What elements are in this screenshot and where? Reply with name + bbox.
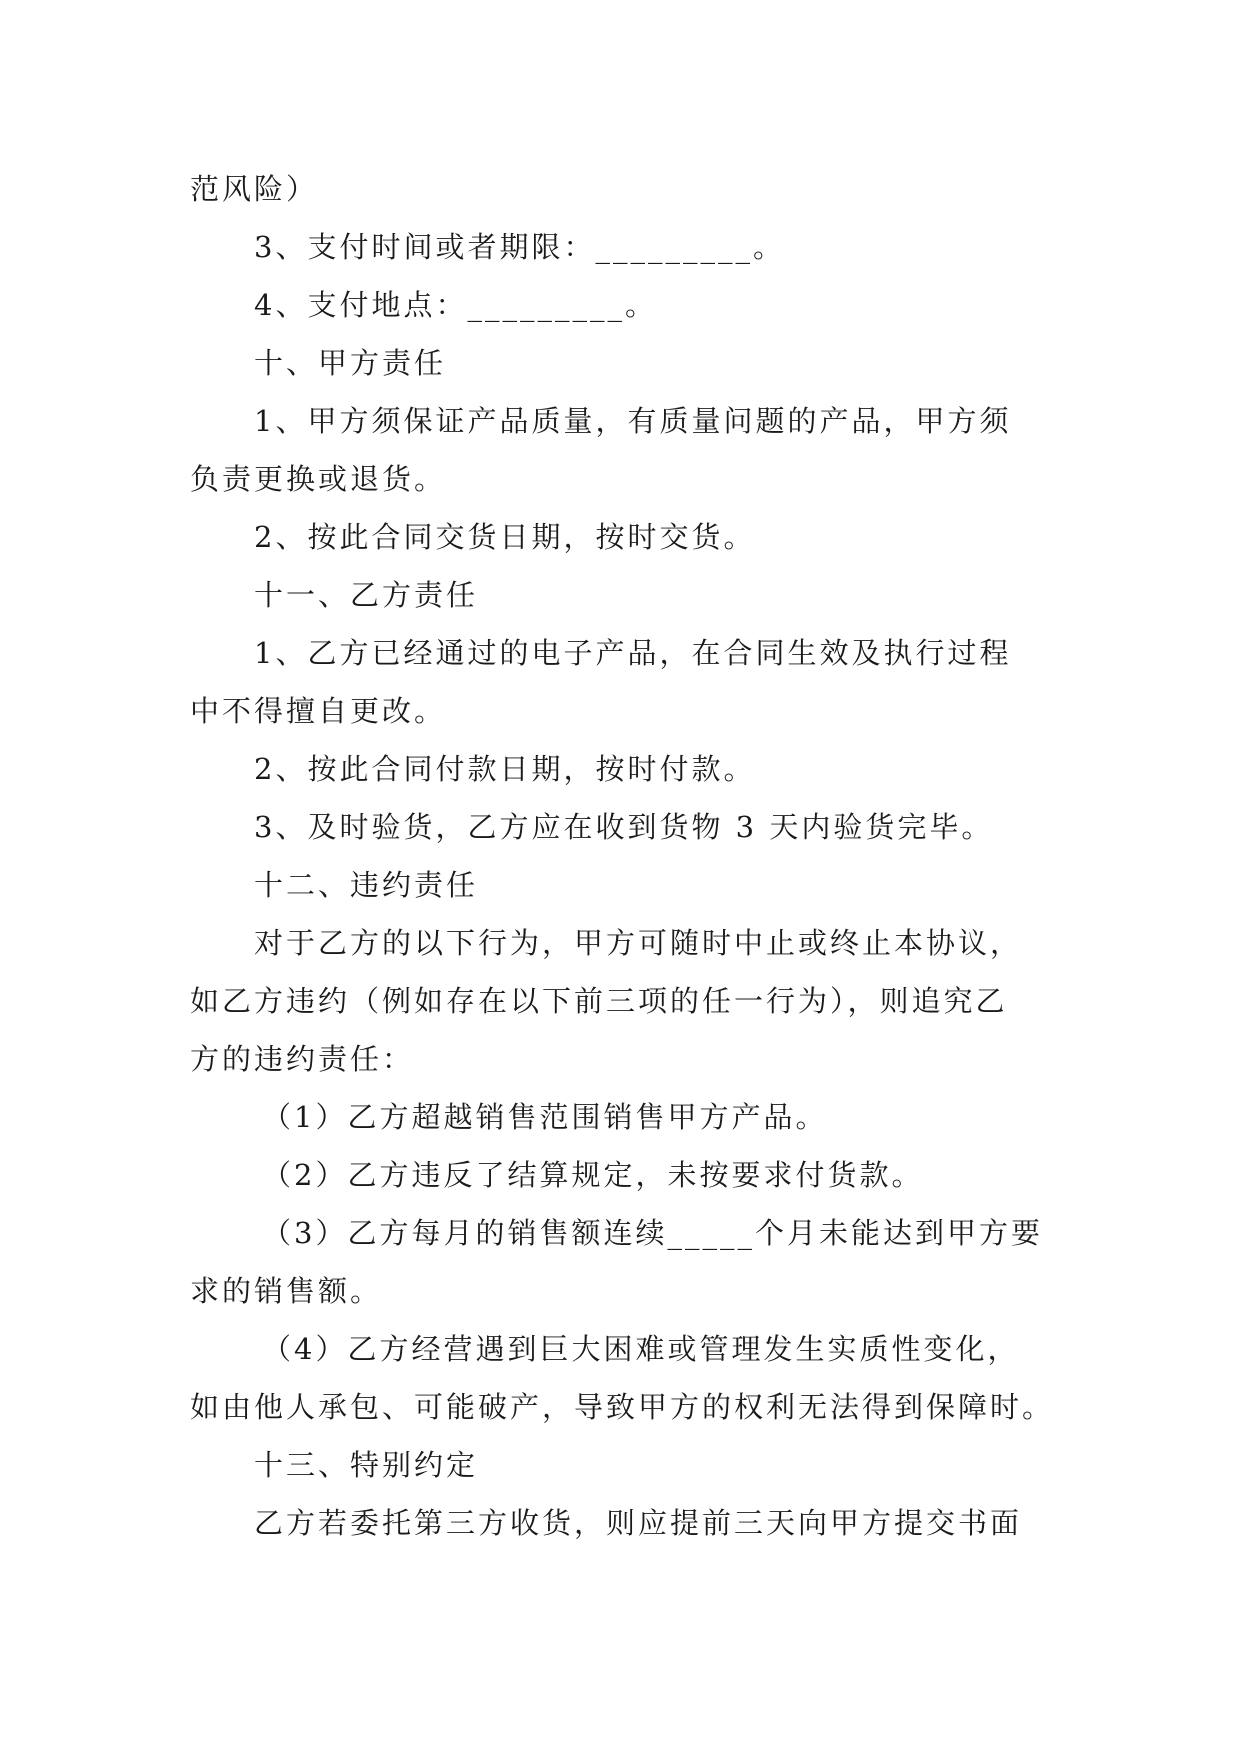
text-line: 3、支付时间或者期限：_________。	[254, 230, 785, 264]
list-item: （3）乙方每月的销售额连续_____个月未能达到甲方要	[262, 1216, 1043, 1250]
text-line: 方的违约责任：	[190, 1042, 415, 1076]
list-item: （1）乙方超越销售范围销售甲方产品。	[262, 1100, 828, 1134]
document-body	[190, 160, 1060, 1552]
section-heading: 十一、乙方责任	[254, 578, 479, 612]
text-line: 1、乙方已经通过的电子产品，在合同生效及执行过程	[254, 636, 1012, 670]
text-line: 如由他人承包、可能破产，导致甲方的权利无法得到保障时。	[190, 1390, 1055, 1424]
text-line: 2、按此合同交货日期，按时交货。	[254, 520, 756, 554]
text-line: 如乙方违约（例如存在以下前三项的任一行为），则追究乙	[190, 984, 1008, 1018]
section-heading: 十三、特别约定	[254, 1448, 479, 1482]
text-line: 负责更换或退货。	[190, 462, 447, 496]
text-line: 2、按此合同付款日期，按时付款。	[254, 752, 756, 786]
list-item: （2）乙方违反了结算规定，未按要求付货款。	[262, 1158, 924, 1192]
list-item: （4）乙方经营遇到巨大困难或管理发生实质性变化，	[262, 1332, 1020, 1366]
section-heading: 十、甲方责任	[254, 346, 447, 380]
text-line: 求的销售额。	[190, 1274, 383, 1308]
text-line: 中不得擅自更改。	[190, 694, 447, 728]
text-line: 4、支付地点：_________。	[254, 288, 657, 322]
text-line: 1、甲方须保证产品质量，有质量问题的产品，甲方须	[254, 404, 1012, 438]
text-line: 对于乙方的以下行为，甲方可随时中止或终止本协议，	[254, 926, 1023, 960]
section-heading: 十二、违约责任	[254, 868, 479, 902]
text-line: 乙方若委托第三方收货，则应提前三天向甲方提交书面	[254, 1506, 1023, 1540]
text-line: 3、及时验货，乙方应在收到货物 3 天内验货完毕。	[254, 810, 994, 844]
text-line: 范风险）	[190, 172, 319, 206]
